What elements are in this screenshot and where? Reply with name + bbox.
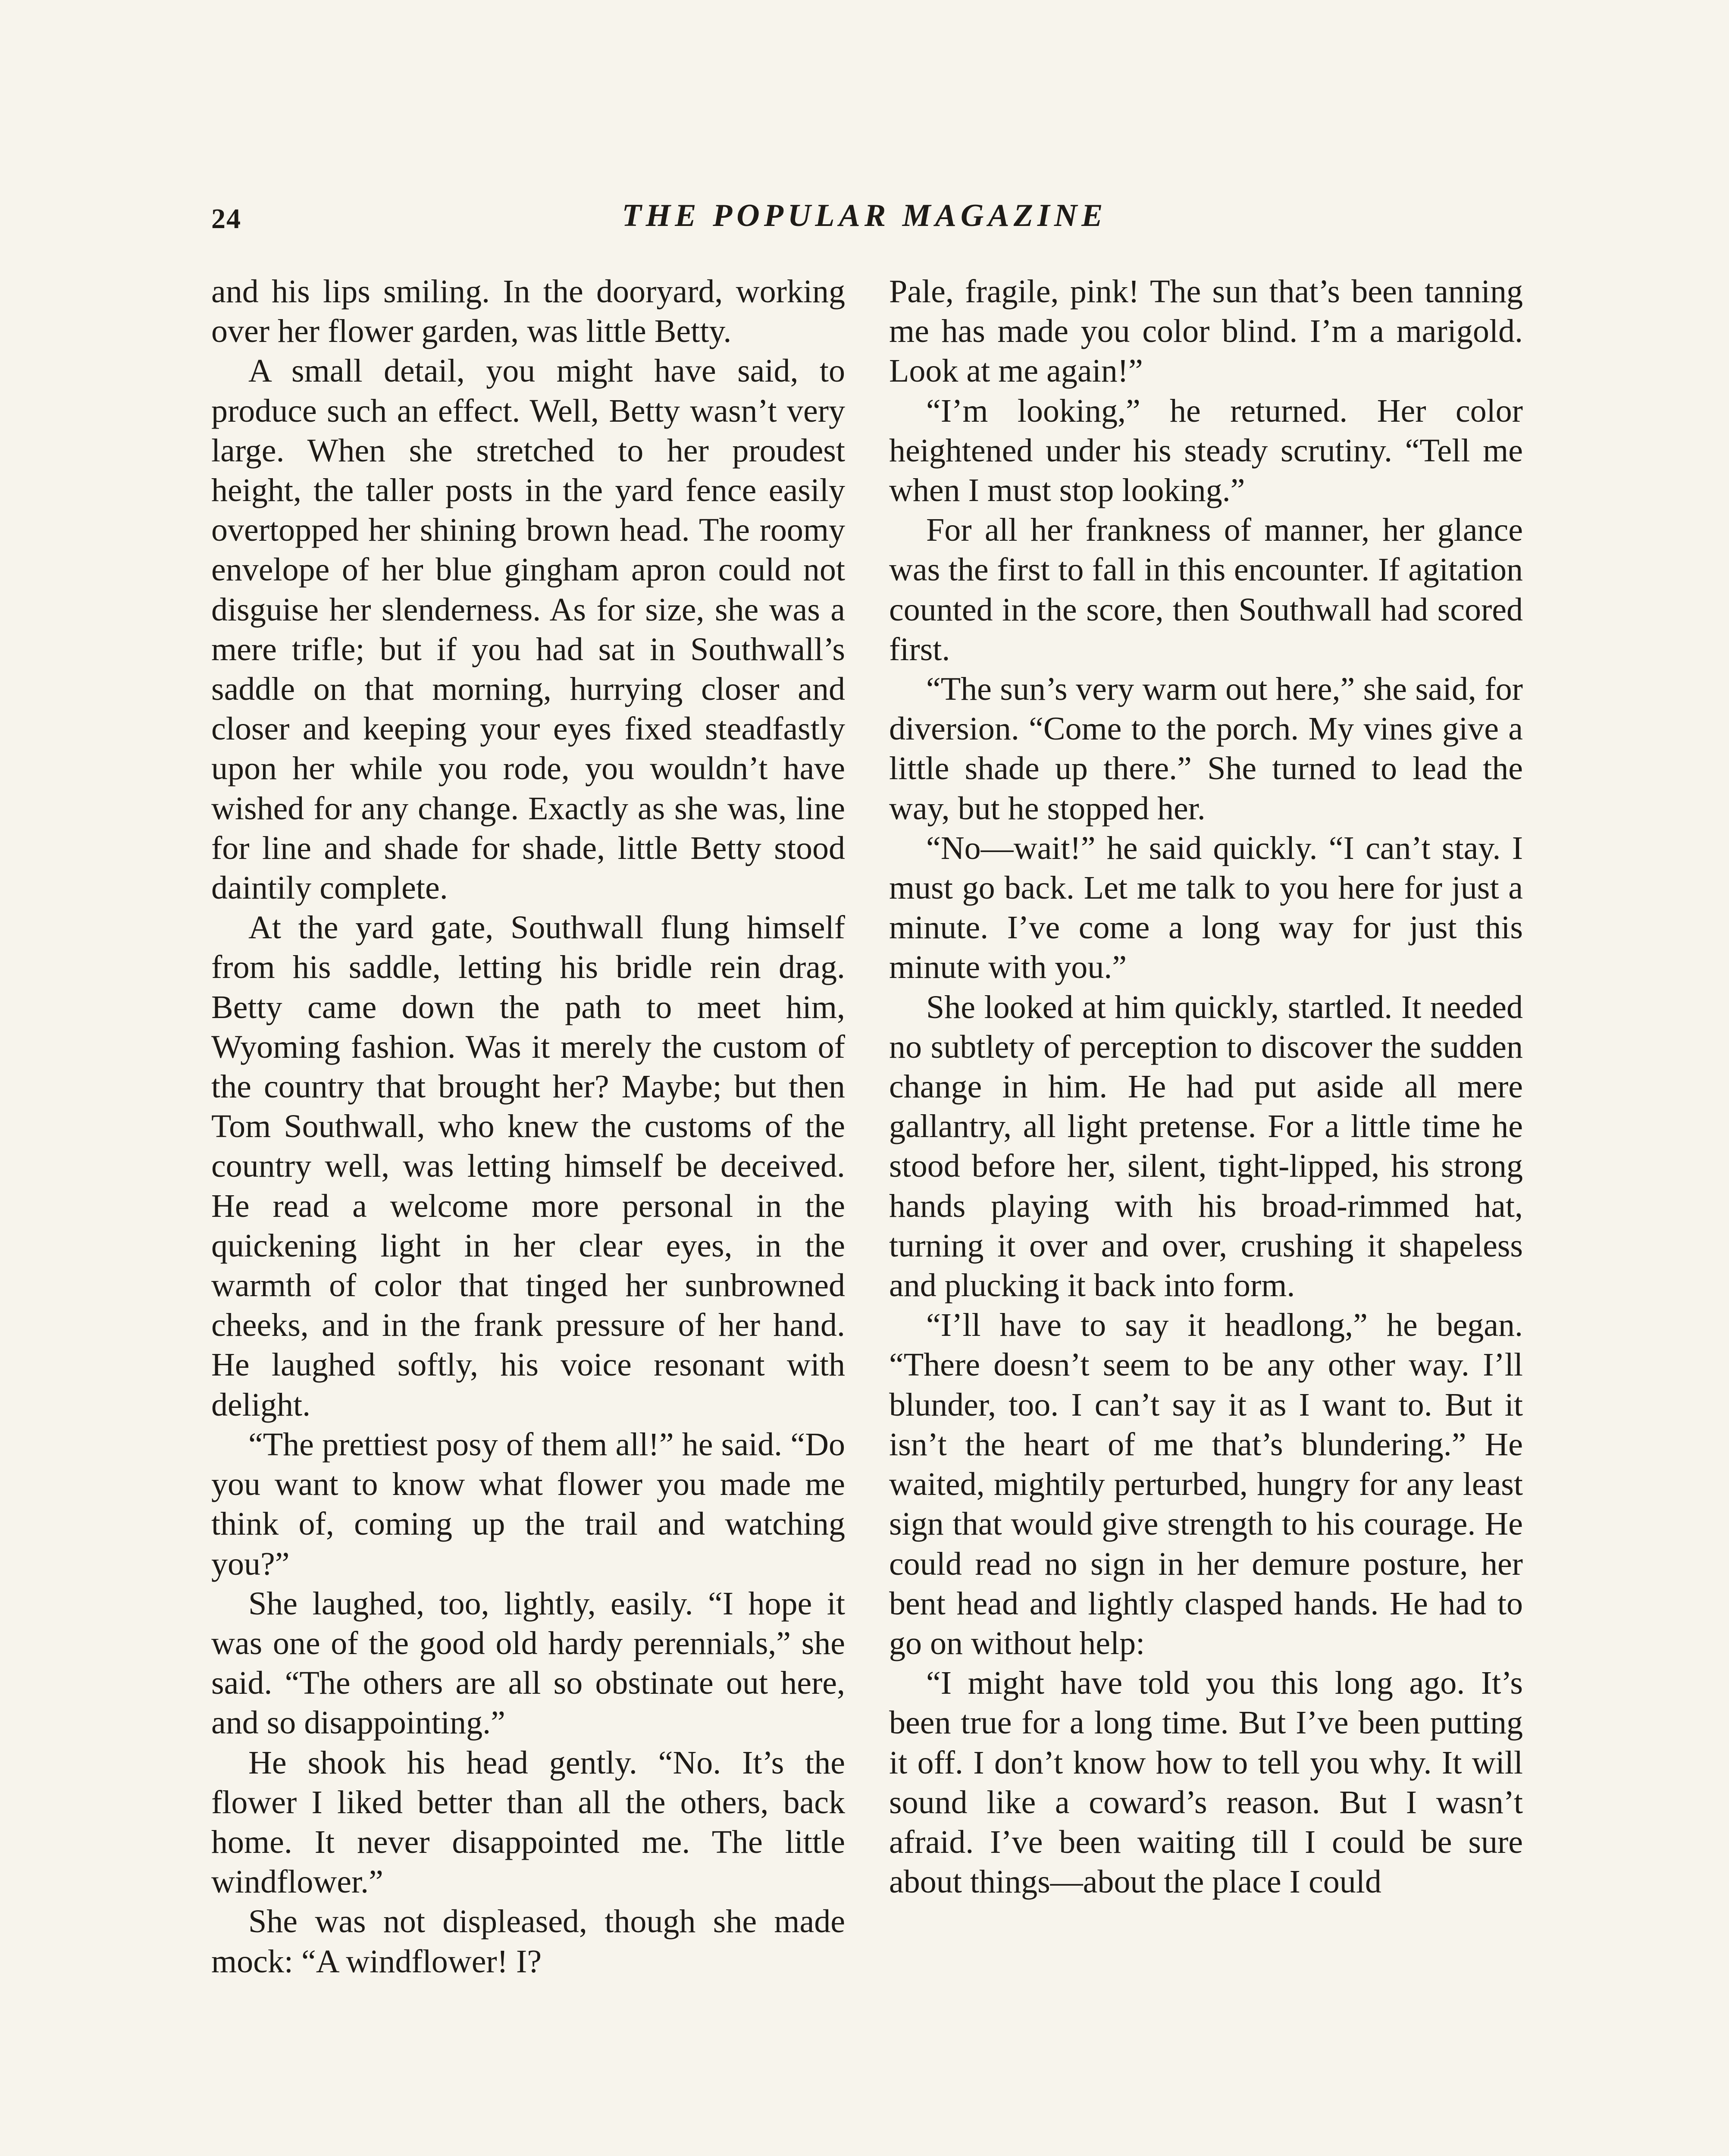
page-number: 24 <box>211 203 241 235</box>
paragraph: She was not displeased, though she made mock: “A windflower! I? <box>211 1903 845 1980</box>
paragraph: “I might have told you this long ago. It’s been true for a long time. But I’ve been putting it off. I don’t know how to tell you why. It will sound like a coward’s reason. But I wasn’t afraid. I’ve been waiting till I could be sure about things—about the place I could <box>889 1665 1523 1900</box>
paragraph: “The sun’s very warm out here,” she said, for diversion. “Come to the porch. My vines give a little shade up there.” She turned to lead the way, but he stopped her. <box>889 671 1523 827</box>
paragraph: At the yard gate, Southwall flung himself from his saddle, letting his bridle rein drag. Betty came down the path to meet him, Wyoming fashion. Was it merely the custom of the country that brought her? Maybe; but then Tom Southwall, who knew the customs of the country well, was letting himself be deceived. He read a welcome more personal in the quickening light in her clear eyes, in the warmth of color that tinged her sunbrowned cheeks, and in the frank pressure of her hand. He laughed softly, his voice resonant with delight. <box>211 909 845 1423</box>
paragraph: Pale, fragile, pink! The sun that’s been tanning me has made you color blind. I’m a marigold. Look at me again!” <box>889 273 1523 389</box>
paragraph: “No—wait!” he said quickly. “I can’t stay. I must go back. Let me talk to you here for just a minute. I’ve come a long way for just this minute with you.” <box>889 830 1523 986</box>
paragraph: and his lips smiling. In the dooryard, working over her flower garden, was little Betty. <box>211 273 845 350</box>
paragraph: “The prettiest posy of them all!” he said. “Do you want to know what flower you made me think of, coming up the trail and watching you?” <box>211 1426 845 1582</box>
right-text-column <box>889 272 1523 1902</box>
paragraph: For all her frankness of manner, her glance was the first to fall in this encounter. If agitation counted in the score, then Southwall had scored first. <box>889 512 1523 667</box>
paragraph: “I’m looking,” he returned. Her color heightened under his steady scrutiny. “Tell me when I must stop looking.” <box>889 392 1523 509</box>
paragraph: She looked at him quickly, startled. It needed no subtlety of perception to discover the sudden change in him. He had put aside all mere gallantry, all light pretense. For a little time he stood before her, silent, tight-lipped, his strong hands playing with his broad-rimmed hat, turning it over and over, crushing it shapeless and plucking it back into form. <box>889 989 1523 1304</box>
paragraph: A small detail, you might have said, to produce such an effect. Well, Betty wasn’t very large. When she stretched to her proudest height, the taller posts in the yard fence easily overtopped her shining brown head. The roomy envelope of her blue gingham apron could not disguise her slenderness. As for size, she was a mere trifle; but if you had sat in Southwall’s saddle on that morning, hurrying closer and closer and keeping your eyes fixed steadfastly upon her while you rode, you wouldn’t have wished for any change. Exactly as she was, line for line and shade for shade, little Betty stood daintily complete. <box>211 353 845 906</box>
running-head: THE POPULAR MAGAZINE <box>622 198 1107 233</box>
paragraph: He shook his head gently. “No. It’s the flower I liked better than all the others, back home. It never disappointed me. The little windflower.” <box>211 1744 845 1900</box>
paragraph: “I’ll have to say it headlong,” he began. “There doesn’t seem to be any other way. I’ll blunder, too. I can’t say it as I want to. But it isn’t the heart of me that’s blundering.” He waited, mightily perturbed, hungry for any least sign that would give strength to his courage. He could read no sign in her demure posture, her bent head and lightly clasped hands. He had to go on without help: <box>889 1307 1523 1661</box>
left-text-column <box>211 272 845 1981</box>
paragraph: She laughed, too, lightly, easily. “I hope it was one of the good old hardy perennials,” she said. “The others are all so obstinate out here, and so disappointing.” <box>211 1585 845 1741</box>
